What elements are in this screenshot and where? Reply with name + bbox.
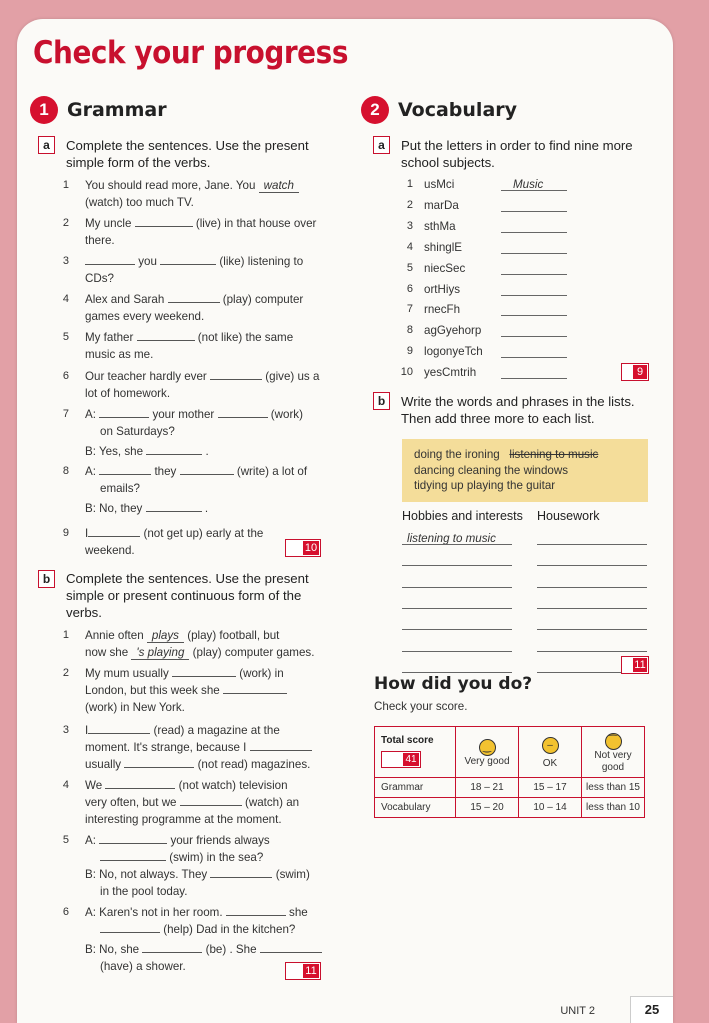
score-range: 15 – 17 — [519, 778, 582, 798]
answer-blank[interactable] — [137, 329, 195, 341]
list-answer-line[interactable] — [402, 608, 512, 609]
answer-blank[interactable] — [501, 357, 567, 358]
answer-blank[interactable] — [88, 525, 140, 537]
scrambled-word: logonyeTch — [424, 345, 483, 359]
answer-blank[interactable] — [218, 406, 268, 418]
item-text: (watch) too much TV. — [85, 196, 194, 209]
total-score-max: 41 — [403, 753, 419, 766]
check-score-text: Check your score. — [374, 700, 468, 713]
answer-blank[interactable] — [226, 904, 286, 916]
very-good-label: Very good — [464, 756, 510, 767]
instruction-line: simple form of the verbs. — [66, 155, 211, 170]
item-number: 3 — [62, 255, 69, 267]
item-text: they — [154, 465, 177, 478]
word-options: dancing cleaning the windows — [414, 463, 569, 477]
item-text: I — [85, 724, 89, 737]
total-score-label: Total score — [381, 735, 434, 746]
scrambled-word: shinglE — [424, 240, 463, 254]
answer-blank[interactable] — [180, 463, 234, 475]
scrambled-word: yesCmtrih — [424, 366, 477, 380]
item-text: B: No, she — [85, 943, 140, 956]
item-number: 5 — [62, 834, 69, 846]
answer-blank[interactable] — [501, 315, 567, 316]
score-range: 15 – 20 — [456, 798, 519, 818]
item-text: (not read) magazines. — [197, 758, 311, 771]
scrambled-word: marDa — [424, 198, 459, 212]
item-number: 10 — [400, 366, 413, 379]
item-text: (not watch) television — [178, 779, 288, 792]
item-text: My father — [85, 331, 134, 344]
item-text: (live) in that house over — [195, 217, 317, 230]
word-options: tidying up playing the guitar — [414, 479, 556, 492]
item-text: (work) in New York. — [85, 701, 185, 714]
example-answer: Music — [513, 178, 544, 191]
item-text: she — [289, 906, 308, 919]
column-heading-hobbies: Hobbies and interests — [402, 509, 523, 523]
section-heading-grammar: Grammar — [67, 99, 167, 121]
very-good-cell — [456, 727, 519, 778]
answer-blank[interactable] — [180, 794, 242, 806]
answer-blank[interactable] — [160, 253, 216, 265]
answer-blank[interactable] — [501, 274, 567, 275]
instruction-line: Then add three more to each list. — [401, 411, 595, 426]
example-answer: plays — [147, 629, 184, 643]
grammar-a-item-2 — [85, 215, 316, 249]
item-text: (help) Dad in the kitchen? — [163, 923, 296, 936]
item-text: (swim) in the sea? — [169, 851, 264, 864]
item-text: You should read more, Jane. You — [85, 179, 256, 192]
answer-blank[interactable] — [100, 921, 160, 933]
score-max: 11 — [634, 659, 646, 671]
item-number: 3 — [406, 219, 413, 232]
instruction-1a — [66, 137, 309, 171]
grammar-a-item-6 — [85, 368, 319, 402]
item-number: 4 — [62, 293, 69, 305]
page-title: Check your progress — [33, 35, 348, 71]
answer-blank[interactable] — [501, 211, 567, 212]
answer-blank[interactable] — [501, 295, 567, 296]
exercise-letter-1b: b — [38, 570, 55, 588]
item-number: 5 — [406, 261, 413, 274]
example-answer: listening to music — [407, 532, 496, 545]
scrambled-word: agGyehorp — [424, 324, 482, 338]
sad-face-icon: ⁀ — [605, 733, 622, 750]
item-number: 9 — [62, 527, 69, 539]
answer-blank[interactable] — [501, 232, 567, 233]
grammar-b-item-4 — [85, 777, 299, 828]
answer-blank[interactable] — [142, 941, 202, 953]
item-text: in the pool today. — [100, 885, 188, 898]
item-text: (give) us a — [265, 370, 320, 383]
ok-label: OK — [542, 758, 558, 769]
scrambled-word: sthMa — [424, 219, 456, 233]
answer-blank[interactable] — [172, 665, 236, 677]
answer-blank[interactable] — [99, 832, 167, 844]
item-text: Our teacher hardly ever — [85, 370, 207, 383]
instruction-line: Put the letters in order to find nine more — [401, 138, 633, 153]
instruction-2b — [401, 393, 635, 427]
happy-face-icon: ‿ — [479, 739, 496, 756]
item-text: (like) listening to — [219, 255, 304, 268]
list-answer-line[interactable] — [537, 587, 647, 588]
instruction-1b — [66, 570, 309, 621]
word-option: doing the ironing — [414, 448, 500, 461]
item-text: you — [138, 255, 157, 268]
score-max: 11 — [303, 964, 319, 978]
item-text: Alex and Sarah — [85, 293, 165, 306]
item-text: A: — [85, 834, 96, 847]
instruction-2a — [401, 137, 633, 171]
grammar-a-item-1 — [85, 177, 299, 211]
item-number: 6 — [62, 370, 69, 382]
score-range: less than 10 — [582, 798, 645, 818]
item-text: A: Karen's not in her room. — [85, 906, 223, 919]
list-answer-line[interactable] — [537, 651, 647, 652]
answer-blank[interactable] — [99, 406, 149, 418]
list-answer-line[interactable] — [402, 565, 512, 566]
answer-blank[interactable] — [99, 463, 151, 475]
row-label: Grammar — [375, 778, 456, 798]
instruction-line: simple or present continuous form of the — [66, 588, 302, 603]
item-text: weekend. — [85, 544, 135, 557]
score-range: 10 – 14 — [519, 798, 582, 818]
item-text: I — [85, 527, 89, 540]
scrambled-word: usMci — [424, 178, 455, 191]
answer-blank[interactable] — [135, 215, 193, 227]
item-text: A: — [85, 465, 96, 478]
grammar-a-item-3 — [85, 253, 303, 287]
instruction-line: school subjects. — [401, 155, 495, 170]
exercise-letter-2a: a — [373, 136, 390, 154]
answer-blank[interactable] — [88, 722, 150, 734]
item-number: 8 — [62, 465, 69, 477]
score-row-grammar — [375, 778, 645, 798]
item-number: 3 — [62, 724, 69, 736]
item-number: 6 — [406, 282, 413, 295]
section-heading-vocabulary: Vocabulary — [398, 99, 518, 121]
instruction-line: verbs. — [66, 605, 102, 620]
item-text: Annie often — [85, 629, 144, 642]
not-very-good-label: Not very good — [594, 750, 632, 773]
list-answer-line[interactable] — [402, 629, 512, 630]
item-text: your friends always — [170, 834, 270, 847]
grammar-b-item-3 — [85, 722, 312, 773]
item-number: 5 — [62, 331, 69, 343]
example-answer: watch — [259, 179, 299, 193]
score-row-vocabulary — [375, 798, 645, 818]
item-text: (be) . She — [205, 943, 257, 956]
item-number: 1 — [62, 179, 69, 191]
list-answer-line[interactable] — [402, 651, 512, 652]
score-box-2b[interactable] — [621, 656, 649, 674]
section-number-grammar: 1 — [30, 96, 58, 124]
unit-label: UNIT 2 — [560, 1005, 595, 1017]
answer-blank[interactable] — [210, 368, 262, 380]
item-number: 2 — [406, 198, 413, 211]
grammar-b-item-2 — [85, 665, 287, 716]
scrambled-word: rnecFh — [424, 303, 461, 317]
list-answer-line[interactable] — [537, 608, 647, 609]
item-text: B: No, not always. They — [85, 868, 208, 881]
item-text: interesting programme at the moment. — [85, 813, 282, 826]
item-number: 4 — [62, 779, 69, 791]
item-number: 1 — [62, 629, 69, 641]
instruction-line: Write the words and phrases in the lists. — [401, 394, 635, 409]
answer-blank[interactable] — [168, 291, 220, 303]
item-number: 1 — [406, 178, 413, 190]
total-score-box[interactable] — [381, 751, 421, 768]
item-text: now she — [85, 646, 129, 659]
answer-blank[interactable] — [501, 336, 567, 337]
grammar-a-item-9 — [85, 525, 263, 559]
answer-blank[interactable] — [250, 739, 312, 751]
exercise-letter-1a: a — [38, 136, 55, 154]
score-range: less than 15 — [582, 778, 645, 798]
word-box — [402, 439, 648, 502]
total-score-cell — [375, 727, 456, 778]
page-number: 25 — [630, 996, 673, 1023]
answer-blank[interactable] — [260, 941, 322, 953]
answer-blank[interactable] — [210, 866, 272, 878]
column-heading-housework: Housework — [537, 509, 600, 523]
worksheet-page — [17, 19, 673, 1023]
row-label: Vocabulary — [375, 798, 456, 818]
item-text: London, but this week she — [85, 684, 220, 697]
answer-blank[interactable] — [105, 777, 175, 789]
item-text: (play) computer — [222, 293, 304, 306]
score-table — [374, 726, 645, 818]
list-answer-line[interactable] — [537, 565, 647, 566]
answer-blank[interactable] — [124, 756, 194, 768]
item-text: CDs? — [85, 272, 114, 285]
item-number: 4 — [406, 240, 413, 253]
item-text: We — [85, 779, 103, 792]
grammar-a-item-8: A: they (write) a lot of emails? B: No, they . — [85, 465, 308, 515]
item-text: there. — [85, 234, 115, 247]
item-text: A: — [85, 408, 96, 421]
item-text: moment. It's strange, because I — [85, 741, 247, 754]
item-text: usually — [85, 758, 122, 771]
item-text: (swim) — [275, 868, 310, 881]
scrambled-word: ortHiys — [424, 282, 461, 296]
score-box-1a[interactable] — [285, 539, 321, 557]
instruction-line: Complete the sentences. Use the present — [66, 571, 309, 586]
scrambled-word: niecSec — [424, 261, 466, 275]
answer-blank[interactable] — [501, 253, 567, 254]
answer-blank[interactable] — [501, 378, 567, 379]
grammar-b-item-5 — [85, 832, 310, 900]
exercise-letter-2b: b — [373, 392, 390, 410]
item-text: very often, but we — [85, 796, 177, 809]
word-option-used: listening to music — [509, 448, 599, 461]
answer-blank[interactable] — [146, 443, 202, 455]
example-answer: 's playing — [131, 646, 189, 660]
item-text: lot of homework. — [85, 387, 171, 400]
item-text: My uncle — [85, 217, 132, 230]
grammar-a-item-7: A: your mother (work) on Saturdays? B: Yes, she . — [85, 408, 303, 458]
item-text: (have) a shower. — [100, 960, 186, 973]
score-range: 18 – 21 — [456, 778, 519, 798]
score-box-2a[interactable] — [621, 363, 649, 381]
answer-blank[interactable] — [85, 253, 135, 265]
item-text: (watch) an — [244, 796, 300, 809]
score-max: 10 — [304, 542, 318, 554]
instruction-line: Complete the sentences. Use the present — [66, 138, 309, 153]
list-answer-line[interactable] — [537, 544, 647, 545]
answer-blank[interactable] — [100, 849, 166, 861]
item-number: 7 — [62, 408, 69, 420]
item-text: games every weekend. — [85, 310, 205, 323]
item-text: (read) a magazine at the — [153, 724, 280, 737]
item-number: 2 — [62, 667, 69, 679]
list-answer-line[interactable] — [402, 587, 512, 588]
answer-blank[interactable] — [146, 500, 202, 512]
score-max: 9 — [633, 365, 647, 379]
item-number: 9 — [406, 345, 413, 358]
item-number: 6 — [62, 906, 69, 918]
answer-blank[interactable] — [223, 682, 287, 694]
how-did-you-do-heading: How did you do? — [374, 674, 533, 694]
item-text: (play) football, but — [187, 629, 280, 642]
list-answer-line[interactable] — [402, 672, 512, 673]
ok-cell — [519, 727, 582, 778]
item-text: (work) in — [239, 667, 284, 680]
item-text: (write) a lot of — [236, 465, 308, 478]
score-box-1b[interactable] — [285, 962, 321, 980]
item-text: B: No, they — [85, 502, 143, 515]
grammar-b-item-1 — [85, 627, 314, 661]
item-number: 7 — [406, 303, 413, 316]
item-text: (work) — [270, 408, 303, 421]
grammar-a-item-5 — [85, 329, 293, 363]
item-number: 2 — [62, 217, 69, 229]
grammar-a-item-4 — [85, 291, 303, 325]
neutral-face-icon: – — [542, 737, 559, 754]
section-number-vocabulary: 2 — [361, 96, 389, 124]
item-text: (not get up) early at the — [143, 527, 264, 540]
list-answer-line[interactable] — [402, 544, 512, 545]
item-text: B: Yes, she — [85, 445, 144, 458]
item-text: My mum usually — [85, 667, 169, 680]
item-text: on Saturdays? — [100, 425, 175, 438]
item-text: (not like) the same — [197, 331, 294, 344]
item-text: emails? — [100, 482, 140, 495]
item-text: your mother — [152, 408, 215, 421]
not-very-good-cell — [582, 727, 645, 778]
list-answer-line[interactable] — [537, 629, 647, 630]
item-text: music as me. — [85, 348, 154, 361]
item-number: 8 — [406, 324, 413, 337]
item-text: (play) computer games. — [192, 646, 315, 659]
